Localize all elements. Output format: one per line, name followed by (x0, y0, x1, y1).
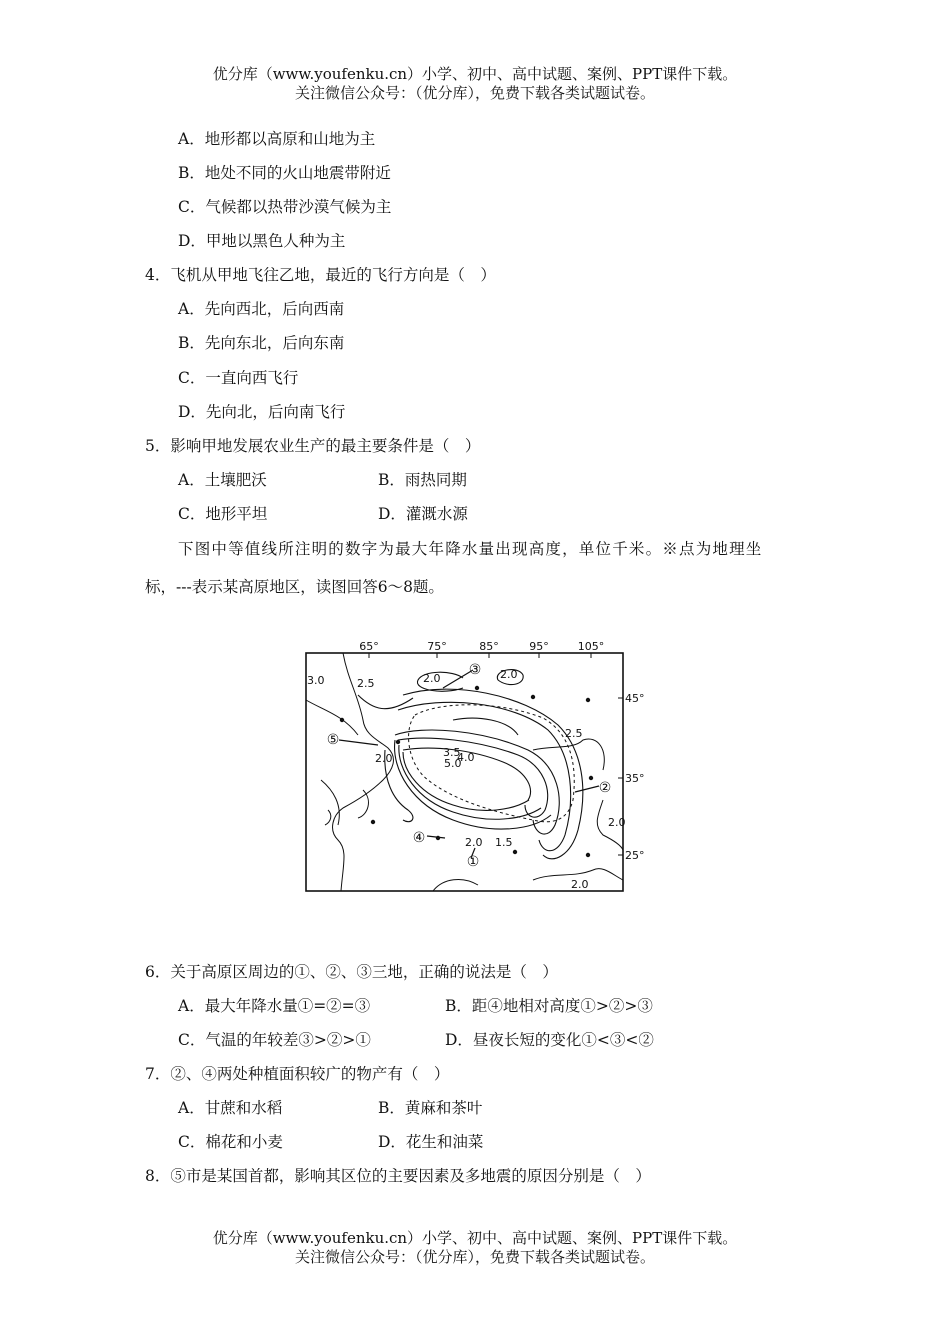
coordinate-points (340, 686, 593, 857)
q7-option-d: D．花生和油菜 (378, 1133, 484, 1151)
contour-label: 5.0 (444, 757, 462, 770)
lon-label-105: 105° (577, 640, 605, 653)
lon-label-85: 85° (479, 640, 499, 653)
q5-option-d: D．灌溉水源 (378, 505, 468, 523)
site-5-label: ⑤ (326, 732, 340, 748)
q3-option-d: D．甲地以黑色人种为主 (178, 232, 346, 250)
footer-line-1: 优分库（www.youfenku.cn）小学、初中、高中试题、案例、PPT课件下载。 (212, 1229, 738, 1247)
site-2-label: ② (598, 780, 612, 796)
q4-option-c: C．一直向西飞行 (178, 369, 299, 387)
lat-label-35: 35° (625, 772, 645, 785)
q8-stem: 8．⑤市是某国首都，影响其区位的主要因素及多地震的原因分别是（ ） (145, 1167, 651, 1185)
lat-label-25: 25° (625, 849, 645, 862)
lon-label-95: 95° (529, 640, 549, 653)
plateau-outline (409, 705, 575, 822)
contour-label: 2.5 (357, 677, 375, 690)
q5-option-a: A．土壤肥沃 (178, 471, 267, 489)
q4-option-d: D．先向北，后向南飞行 (178, 403, 346, 421)
q6-option-d: D．昼夜长短的变化①<③<② (445, 1031, 654, 1049)
q6-option-a: A．最大年降水量①=②=③ (178, 997, 371, 1015)
contour-label: 2.0 (571, 878, 589, 891)
site-4-label: ④ (412, 830, 426, 846)
q7-option-c: C．棉花和小麦 (178, 1133, 283, 1151)
header-line-1: 优分库（www.youfenku.cn）小学、初中、高中试题、案例、PPT课件下载。 (212, 65, 738, 83)
q7-option-b: B．黄麻和茶叶 (378, 1099, 483, 1117)
contour-label: 4.0 (457, 751, 475, 764)
contour-label: 2.0 (608, 816, 626, 829)
lat-label-45: 45° (625, 692, 645, 705)
q4-option-a: A．先向西北，后向西南 (178, 300, 345, 318)
coastlines (306, 653, 623, 891)
contour-label: 2.0 (500, 668, 518, 681)
latitude-labels (625, 692, 645, 862)
lon-label-65: 65° (359, 640, 379, 653)
footer-line-2: 关注微信公众号：（优分库），免费下载各类试题试卷。 (294, 1248, 655, 1266)
q3-option-c: C．气候都以热带沙漠气候为主 (178, 198, 392, 216)
precipitation-contour-map (303, 640, 645, 895)
q6-option-c: C．气温的年较差③>②>① (178, 1031, 371, 1049)
header-line-2: 关注微信公众号：（优分库），免费下载各类试题试卷。 (294, 84, 655, 102)
lon-label-75: 75° (427, 640, 447, 653)
intro-line-2: 标，---表示某高原地区，读图回答6～8题。 (145, 578, 444, 596)
q3-option-a: A．地形都以高原和山地为主 (178, 130, 376, 148)
contour-label: 2.0 (375, 752, 393, 765)
contour-label: 2.5 (565, 727, 583, 740)
site-3-label: ③ (468, 662, 482, 678)
contour-label: 3.0 (307, 674, 325, 687)
q6-stem: 6．关于高原区周边的①、②、③三地，正确的说法是（ ） (145, 963, 558, 981)
q7-option-a: A．甘蔗和水稻 (178, 1099, 283, 1117)
longitude-labels (359, 640, 604, 653)
contour-label: 2.0 (465, 836, 483, 849)
q6-option-b: B．距④地相对高度①>②>③ (445, 997, 653, 1015)
contour-label: 2.0 (423, 672, 441, 685)
q5-stem: 5．影响甲地发展农业生产的最主要条件是（ ） (145, 437, 481, 455)
contour-label: 3.5 (443, 746, 461, 759)
q4-stem: 4．飞机从甲地飞往乙地，最近的飞行方向是（ ） (145, 266, 496, 284)
q5-option-b: B．雨热同期 (378, 471, 467, 489)
q3-option-b: B．地处不同的火山地震带附近 (178, 164, 391, 182)
contour-label: 1.5 (495, 836, 513, 849)
site-1-label: ① (466, 854, 480, 870)
intro-line-1: 下图中等值线所注明的数字为最大年降水量出现高度，单位千米。※点为地理坐 (178, 540, 763, 558)
q4-option-b: B．先向东北，后向东南 (178, 334, 345, 352)
q7-stem: 7．②、④两处种植面积较广的物产有（ ） (145, 1065, 450, 1083)
q5-option-c: C．地形平坦 (178, 505, 268, 523)
